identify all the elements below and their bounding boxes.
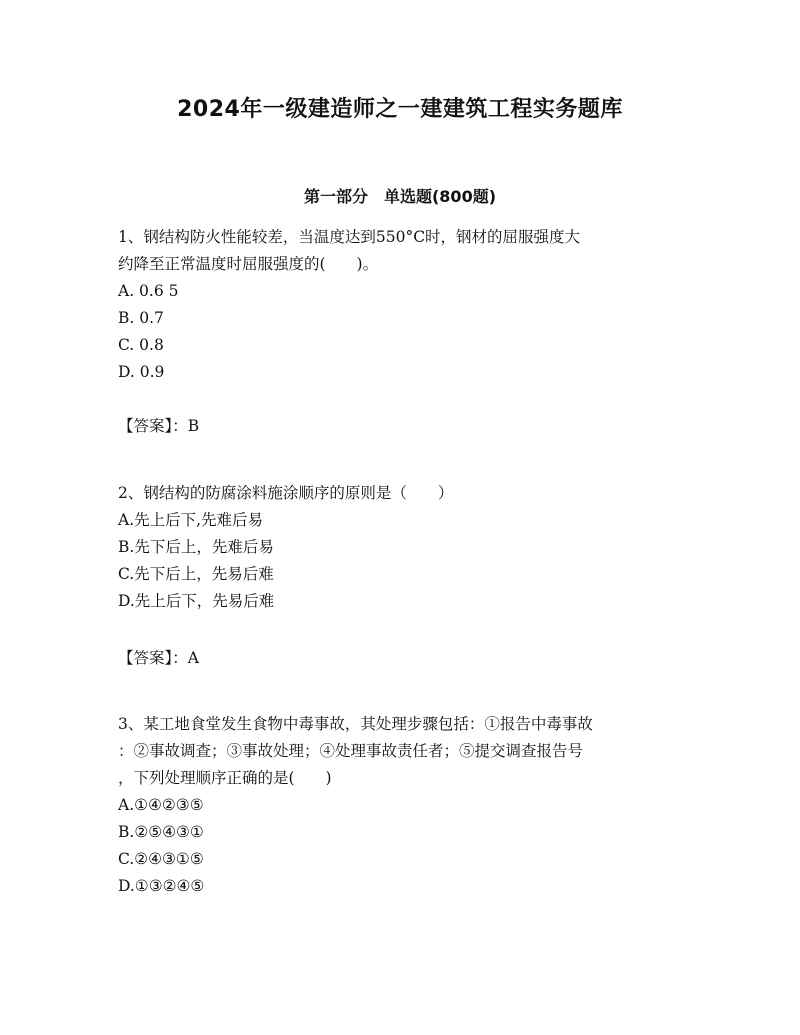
option-d: D.先上后下，先易后难 xyxy=(118,592,275,610)
question-3 xyxy=(118,711,688,900)
question-stem-line: 约降至正常温度时屈服强度的( )。 xyxy=(118,255,379,273)
answer-2: 【答案】：A xyxy=(118,649,199,667)
question-stem-line: ，下列处理顺序正确的是( ) xyxy=(118,769,332,787)
question-stem-line: ：②事故调查；③事故处理；④处理事故责任者；⑤提交调查报告号 xyxy=(118,742,584,760)
document-title: 2024年一级建造师之一建建筑工程实务题库 xyxy=(177,97,623,122)
question-stem-line: 2、钢结构的防腐涂料施涂顺序的原则是（ ） xyxy=(118,484,454,502)
option-b: B. 0.7 xyxy=(118,309,164,327)
option-a: A.①④②③⑤ xyxy=(118,796,204,814)
option-a: A. 0.6 5 xyxy=(118,282,179,300)
question-1 xyxy=(118,224,688,386)
question-stem-line: 1、钢结构防火性能较差，当温度达到550°C时，钢材的屈服强度大 xyxy=(118,228,581,246)
option-c: C.先下后上，先易后难 xyxy=(118,565,274,583)
question-2 xyxy=(118,480,688,615)
answer-1: 【答案】：B xyxy=(118,417,200,435)
option-d: D. 0.9 xyxy=(118,363,165,381)
option-b: B.先下后上，先难后易 xyxy=(118,538,274,556)
section-title: 第一部分 单选题(800题) xyxy=(303,187,497,206)
option-c: C. 0.8 xyxy=(118,336,164,354)
option-d: D.①③②④⑤ xyxy=(118,877,205,895)
option-c: C.②④③①⑤ xyxy=(118,850,204,868)
option-b: B.②⑤④③① xyxy=(118,823,204,841)
question-stem-line: 3、某工地食堂发生食物中毒事故，其处理步骤包括：①报告中毒事故 xyxy=(118,715,593,733)
option-a: A.先上后下,先难后易 xyxy=(118,511,264,529)
